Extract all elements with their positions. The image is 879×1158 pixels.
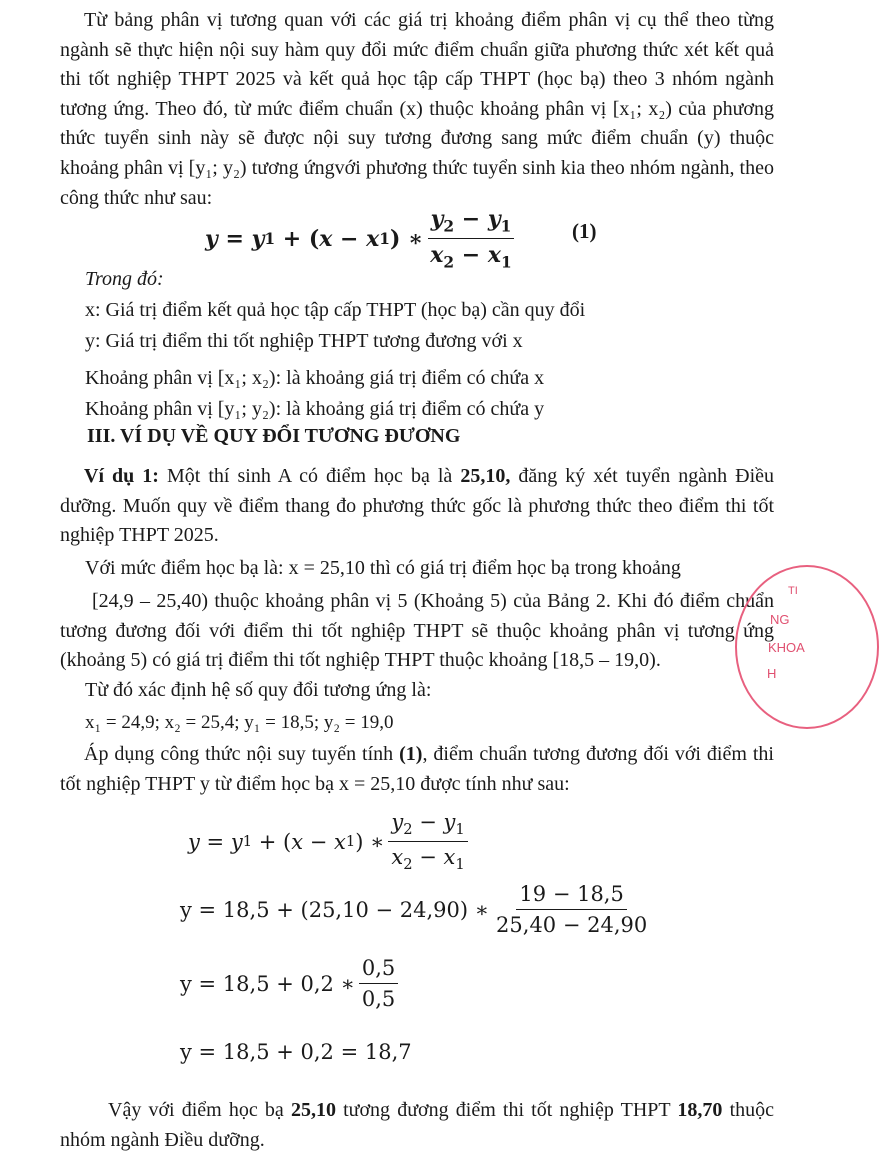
example-text-1: Một thí sinh A có điểm học bạ là [158, 465, 461, 487]
calc-step-3-numerator: 0,5 [359, 956, 398, 984]
calc-step-3-left: y = 18,5 + 0,2 ∗ [180, 971, 355, 996]
stamp-text-1: NG [770, 612, 790, 627]
official-stamp [735, 565, 879, 729]
conclusion-text-3: thuộc nhóm ngành Điều dưỡng. [60, 1099, 775, 1151]
conclusion-paragraph [60, 1096, 774, 1155]
calc-step-3-denominator: 0,5 [361, 987, 396, 1011]
example-score: 25,10, [460, 465, 511, 487]
example-line-1: Với mức điểm học bạ là: x = 25,10 thì có giá trị điểm học bạ trong khoảng [85, 557, 681, 579]
calc-step-3 [180, 956, 402, 1011]
calc-step-2-denominator: 25,40 − 24,90 [496, 913, 648, 937]
calc-step-2-left: y = 18,5 + (25,10 − 24,90) ∗ [180, 897, 490, 922]
apply-text-2: , điểm chuẩn tương đương đối với điểm thi tốt nghiệp THPT y từ điểm học bạ x = 25,10 được tính như sau: [60, 743, 774, 795]
coefficient-values: x₁ = 24,9; x₂ = 25,4; y₁ = 18,5; y₂ = 19,0 [85, 712, 394, 733]
example-paragraph [60, 462, 774, 551]
where-label: Trong đó: [85, 268, 164, 290]
stamp-text-3: H [767, 666, 777, 681]
section-heading: III. VÍ DỤ VỀ QUY ĐỔI TƯƠNG ĐƯƠNG [87, 425, 461, 447]
calc-step-2 [180, 882, 654, 937]
stamp-text-2: KHOA [768, 640, 805, 655]
calc-step-1: y = y 1 + ( x − x 1 ) ∗ $\frac{y_2 - y_1}{x_2 - x_1}$ [188, 810, 472, 873]
formula-1: y = y 1 + ( x − x 1 ) ∗ $\frac{y_2 - y_1}{x_2 - x_1}$ [205, 206, 519, 272]
example-label: Ví dụ 1: [84, 465, 159, 487]
formula-number: (1) [572, 219, 597, 243]
example-text-2: đăng ký xét tuyển ngành Điều dưỡng. Muốn quy về điểm thang đo phương thức gốc là phương thức theo điểm thi tốt nghiệp THPT 2025. [60, 465, 775, 547]
y-definition: y: Giá trị điểm thi tốt nghiệp THPT tương đương với x [85, 330, 523, 352]
conclusion-text-1: Vậy với điểm học bạ [108, 1099, 291, 1121]
x-definition: x: Giá trị điểm kết quả học tập cấp THPT (học bạ) cần quy đổi [85, 299, 586, 321]
intro-paragraph: Từ bảng phân vị tương quan với các giá trị khoảng điểm phân vị cụ thể theo từng ngành sẽ thực hiện nội suy hàm quy đổi mức điểm chuẩn giữa phương thức xét kết quả thi tốt nghiệp THPT 2025 và kết quả học tập cấp THPT (học bạ) theo 3 nhóm ngành tương ứng. Theo đó, từ mức điểm chuẩn (x) thuộc khoảng phân vị [x₁; x₂) của phương thức tuyển sinh này sẽ được nội suy tương đương sang mức điểm chuẩn (y) thuộc khoảng phân vị [y₁; y₂) tương ứngvới phương thức tuyển sinh kia theo nhóm ngành, theo công thức như sau: [60, 9, 774, 209]
calc-step-4: y = 18,5 + 0,2 = 18,7 [180, 1040, 412, 1064]
stamp-text-4: TI [788, 585, 798, 597]
apply-paragraph [60, 740, 774, 799]
y-range-definition: Khoảng phân vị [y₁; y₂): là khoảng giá trị điểm có chứa y [85, 398, 545, 420]
example-paragraph-2: [24,9 – 25,40) thuộc khoảng phân vị 5 (Khoảng 5) của Bảng 2. Khi đó điểm chuẩn tương đương đối với điểm thi tốt nghiệp THPT sẽ thuộc khoảng phân vị tương ứng (khoảng 5) có giá trị điểm thi tốt nghiệp THPT thuộc khoảng [18,5 – 19,0). [60, 590, 774, 672]
conclusion-score-1: 25,10 [290, 1099, 336, 1121]
apply-text-1: Áp dụng công thức nội suy tuyến tính [84, 743, 400, 765]
calc-step-2-numerator: 19 − 18,5 [516, 882, 626, 910]
conclusion-text-2: tương đương điểm thi tốt nghiệp THPT [335, 1099, 678, 1121]
x-range-definition: Khoảng phân vị [x₁; x₂): là khoảng giá trị điểm có chứa x [85, 367, 545, 389]
conclusion-score-2: 18,70 [677, 1099, 723, 1121]
coefficient-line: Từ đó xác định hệ số quy đổi tương ứng là: [85, 679, 432, 701]
apply-formula-ref: (1) [399, 743, 423, 765]
